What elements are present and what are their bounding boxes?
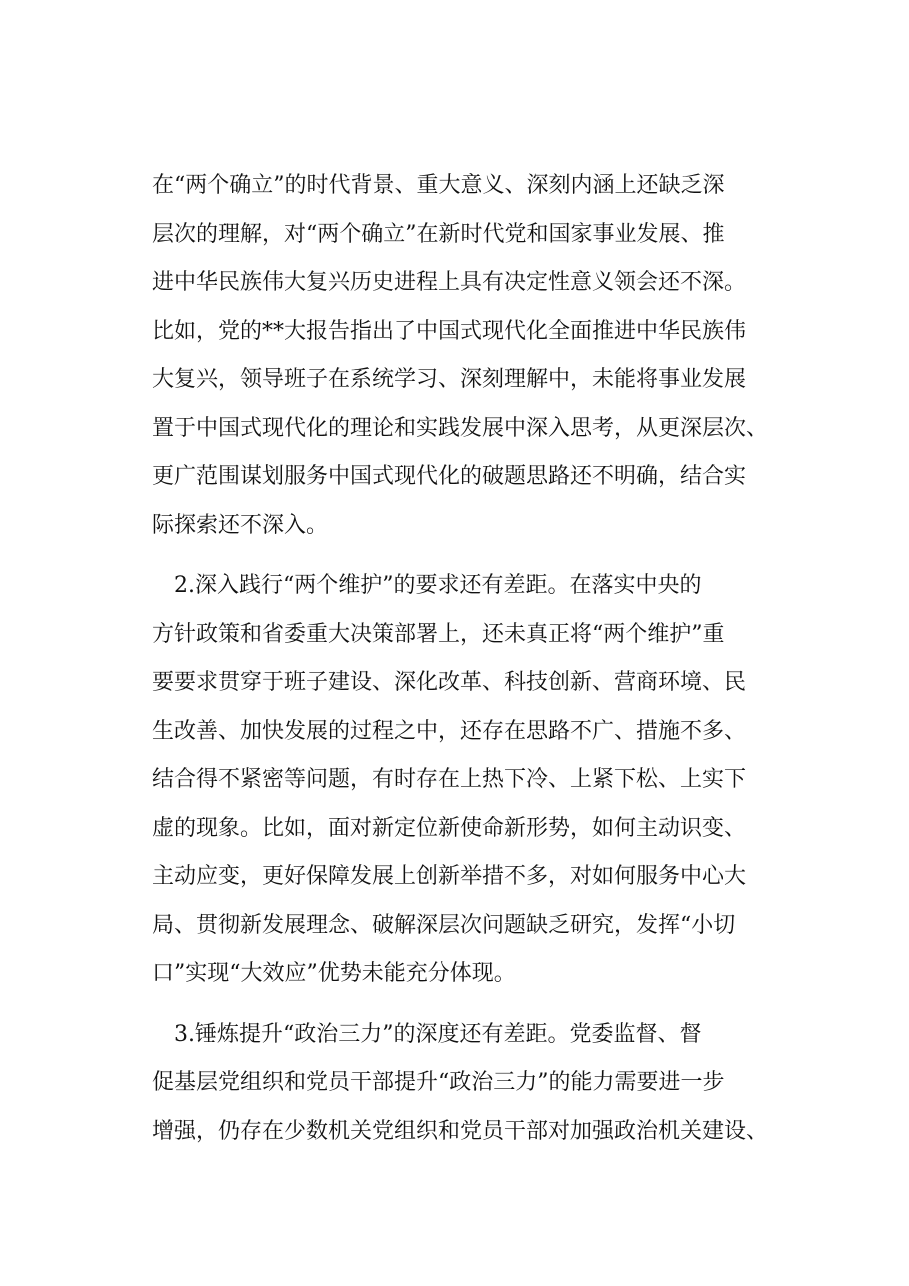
text-line-7: 更广范围谋划服务中国式现代化的破题思路还不明确，结合实 xyxy=(152,464,747,489)
text-line-17: 口”实现“大效应”优势未能充分体现。 xyxy=(152,961,516,986)
text-line-12: 生改善、加快发展的过程之中，还存在思路不广、措施不多、 xyxy=(152,718,747,744)
text-line-19: 促基层党组织和党员干部提升“政治三力”的能力需要进一步 xyxy=(152,1070,725,1095)
text-line-20: 增强，仍存在少数机关党组织和党员干部对加强政治机关建设、 xyxy=(152,1118,769,1144)
text-line-8: 际探索还不深入。 xyxy=(152,512,329,538)
text-line-14: 虚的现象。比如，面对新定位新使命新形势，如何主动识变、 xyxy=(152,815,747,841)
text-line-16: 局、贯彻新发展理念、破解深层次问题缺乏研究，发挥“小切 xyxy=(152,912,736,938)
text-line-15: 主动应变，更好保障发展上创新举措不多，对如何服务中心大 xyxy=(152,864,747,889)
text-line-2: 层次的理解，对“两个确立”在新时代党和国家事业发展、推 xyxy=(152,221,725,247)
text-line-5: 大复兴，领导班子在系统学习、深刻理解中，未能将事业发展 xyxy=(152,367,747,392)
text-line-4: 比如，党的**大报告指出了中国式现代化全面推进中华民族伟 xyxy=(152,318,747,344)
text-line-1: 在“两个确立”的时代背景、重大意义、深刻内涵上还缺乏深 xyxy=(152,173,725,198)
text-line-6: 置于中国式现代化的理论和实践发展中深入思考，从更深层次、 xyxy=(152,415,769,441)
text-line-13: 结合得不紧密等问题，有时存在上热下冷、上紧下松、上实下 xyxy=(152,767,747,792)
body-text xyxy=(152,162,812,1156)
text-line-3: 进中华民族伟大复兴历史进程上具有决定性意义领会还不深。 xyxy=(152,270,747,295)
section-2-heading-line: 2.深入践行“两个维护”的要求还有差距。在落实中央的 xyxy=(174,573,702,598)
text-line-10: 方针政策和省委重大决策部署上，还未真正将“两个维护”重 xyxy=(152,621,725,647)
text-line-11: 要要求贯穿于班子建设、深化改革、科技创新、营商环境、民 xyxy=(152,670,747,695)
section-3-heading-line: 3.锤炼提升“政治三力”的深度还有差距。党委监督、督 xyxy=(174,1021,702,1047)
